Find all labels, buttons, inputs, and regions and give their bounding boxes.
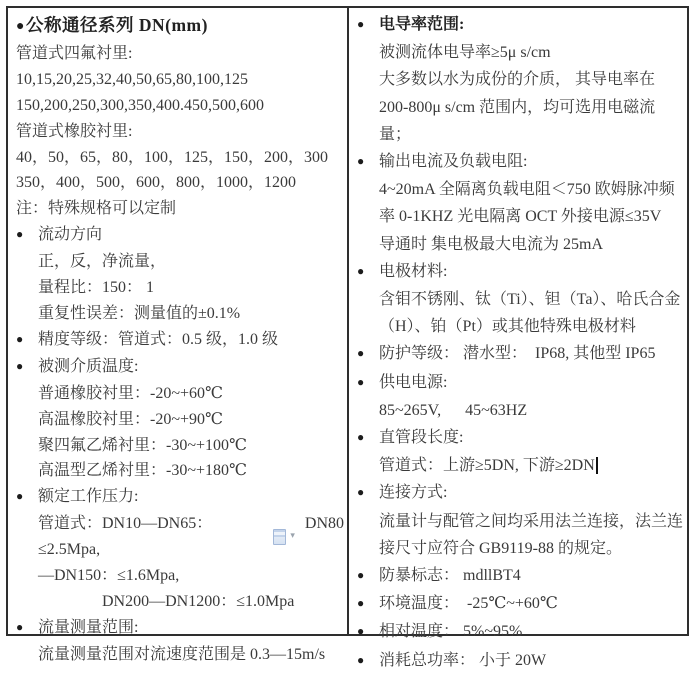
spec-line xyxy=(357,508,684,535)
spec-text: 被测介质温度: xyxy=(38,357,139,375)
spec-line xyxy=(357,94,684,148)
spec-text: 管道式橡胶衬里: xyxy=(16,122,133,140)
spec-line xyxy=(16,615,344,642)
spec-text: 连接方式: xyxy=(379,484,448,502)
spec-line xyxy=(16,301,344,327)
spec-text: 350，400，500，600，800，1000，1200 xyxy=(16,174,297,192)
spec-text: 普通橡胶衬里：-20~+60℃ xyxy=(38,384,223,402)
spec-line xyxy=(357,562,684,590)
spec-line xyxy=(357,313,684,340)
spec-text: 注：特殊规格可以定制 xyxy=(16,200,177,218)
spec-line xyxy=(16,170,344,196)
spec-text: 流量计与配管之间均采用法兰连接，法兰连 xyxy=(379,512,684,530)
spec-line xyxy=(16,354,344,381)
bullet-icon: ● xyxy=(16,489,24,504)
spec-text: 重复性误差：测量值的±0.1% xyxy=(38,304,241,322)
paste-options-icon[interactable] xyxy=(273,529,286,545)
bullet-icon: ● xyxy=(357,624,365,639)
spec-text: 电极材料: xyxy=(379,262,448,280)
spec-line xyxy=(357,397,684,424)
bullet-icon: ● xyxy=(357,568,365,583)
spec-text: 4~20mA 全隔离负载电阻＜750 欧姆脉冲频 xyxy=(379,181,675,199)
spec-line xyxy=(357,369,684,397)
spec-text: 150,200,250,300,350,400.450,500,600 xyxy=(16,96,264,114)
spec-text: 10,15,20,25,32,40,50,65,80,100,125 xyxy=(16,70,248,88)
spec-text: 管道式四氟衬里: xyxy=(16,44,133,62)
spec-line xyxy=(357,340,684,368)
spec-text: 消耗总功率： 小于 20W xyxy=(379,651,547,669)
spec-line xyxy=(16,67,344,93)
spec-text: 供电电源: xyxy=(379,373,448,391)
spec-text: 含钼不锈刚、钛（Ti）、钽（Ta）、哈氏合金 xyxy=(379,291,681,309)
spec-text: DN80 xyxy=(304,515,344,533)
spec-text: 环境温度： -25℃~+60℃ xyxy=(379,595,558,613)
spec-text: 精度等级：管道式：0.5 级，1.0 级 xyxy=(38,330,279,348)
spec-text: 公称通径系列 DN(mm) xyxy=(25,15,208,35)
spec-text: 流量测量范围: xyxy=(38,618,139,636)
spec-line xyxy=(16,484,344,511)
spec-line xyxy=(357,258,684,286)
spec-text: 管道式：DN10—DN65：≤2.5Mpa, xyxy=(38,515,213,559)
bullet-icon: ● xyxy=(357,485,365,500)
bullet-icon: ● xyxy=(357,596,365,611)
spec-line xyxy=(16,145,344,171)
spec-line xyxy=(357,535,684,562)
spec-line xyxy=(357,286,684,313)
spec-line xyxy=(16,327,344,354)
spec-line xyxy=(16,381,344,407)
spec-text: 直管段长度: xyxy=(379,429,464,447)
spec-text: 电导率范围: xyxy=(379,16,465,33)
bullet-icon: ● xyxy=(357,17,365,31)
spec-line xyxy=(16,275,344,301)
spec-text: 防护等级： 潜水型： IP68, 其他型 IP65 xyxy=(379,345,656,363)
spec-line xyxy=(357,590,684,618)
spec-line xyxy=(16,222,344,249)
spec-line xyxy=(357,618,684,646)
spec-text: 防暴标志： mdllBT4 xyxy=(379,567,521,585)
spec-line xyxy=(16,41,344,67)
spec-line xyxy=(357,452,684,479)
spec-column-left xyxy=(8,8,347,663)
bullet-icon: ● xyxy=(357,374,365,389)
spec-text: 被测流体电导率≥5μ s/cm xyxy=(379,44,551,62)
bullet-icon: ● xyxy=(357,263,365,278)
spec-line xyxy=(357,11,684,39)
spec-text: 200-800μ s/cm 范围内，均可选用电磁流量； xyxy=(379,98,656,143)
spec-text: 接尺寸应符合 GB9119-88 的规定。 xyxy=(379,539,622,557)
spec-text: 导通时 集电极最大电流为 25mA xyxy=(379,235,604,253)
spec-line xyxy=(357,424,684,452)
spec-text: 额定工作压力: xyxy=(38,488,139,506)
spec-line xyxy=(16,119,344,145)
bullet-icon: ● xyxy=(16,619,24,634)
spec-line xyxy=(16,13,344,41)
spec-text: 流动方向 xyxy=(38,226,103,244)
spec-line xyxy=(16,407,344,433)
spec-text: 流量测量范围对流速度范围是 0.3—15m/s xyxy=(38,645,326,663)
spec-text: 正，反，净流量， xyxy=(38,253,167,271)
spec-text: —DN150：≤1.6Mpa, xyxy=(38,567,180,585)
spec-text: 输出电流及负载电阻: xyxy=(379,153,528,171)
spec-line xyxy=(357,66,684,93)
spec-text: 40，50，65，80，100，125，150，200，300 xyxy=(16,148,329,166)
bullet-icon: ● xyxy=(357,346,365,361)
spec-line xyxy=(357,647,684,675)
spec-line xyxy=(357,231,684,258)
spec-text: DN200—DN1200：≤1.0Mpa xyxy=(102,592,295,610)
bullet-icon: ● xyxy=(357,652,365,667)
spec-line xyxy=(357,39,684,66)
spec-line xyxy=(16,93,344,119)
spec-line xyxy=(16,563,344,589)
spec-text: 聚四氟乙烯衬里：-30~+100℃ xyxy=(38,436,247,454)
text-caret xyxy=(596,457,598,474)
spec-text: 管道式：上游≥5DN, 下游≥2DN xyxy=(379,457,595,475)
spec-line xyxy=(16,433,344,459)
spec-text: 率 0-1KHZ 光电隔离 OCT 外接电源≤35V xyxy=(379,208,662,226)
bullet-icon: ● xyxy=(357,430,365,445)
bullet-icon: ● xyxy=(357,154,365,169)
bullet-icon: ● xyxy=(16,227,24,242)
spec-line xyxy=(16,589,344,615)
spec-sheet xyxy=(6,6,689,669)
bullet-icon: ● xyxy=(16,331,24,346)
spec-text: （H）、铂（Pt）或其他特殊电极材料 xyxy=(379,318,636,336)
bullet-icon: ● xyxy=(16,19,25,34)
spec-line xyxy=(16,458,344,484)
spec-line xyxy=(357,479,684,507)
spec-text: 高温橡胶衬里：-20~+90℃ xyxy=(38,410,223,428)
dropdown-arrow-icon[interactable]: ▾ xyxy=(290,531,295,542)
spec-text: 85~265V, 45~63HZ xyxy=(379,401,528,419)
spec-text: 相对温度： 5%~95% xyxy=(379,623,523,641)
spec-line xyxy=(16,511,344,563)
spec-text: 大多数以水为成份的介质， 其导电率在 xyxy=(379,71,656,89)
bullet-icon: ● xyxy=(16,358,24,373)
spec-text: 高温型乙烯衬里：-30~+180℃ xyxy=(38,462,247,480)
spec-line xyxy=(16,642,344,668)
spec-line xyxy=(357,176,684,203)
spec-column-right xyxy=(347,8,687,669)
spec-line xyxy=(357,203,684,230)
spec-text: 量程比：150： 1 xyxy=(38,279,155,297)
spec-line xyxy=(16,196,344,222)
spec-line xyxy=(16,249,344,275)
spec-line xyxy=(357,148,684,176)
